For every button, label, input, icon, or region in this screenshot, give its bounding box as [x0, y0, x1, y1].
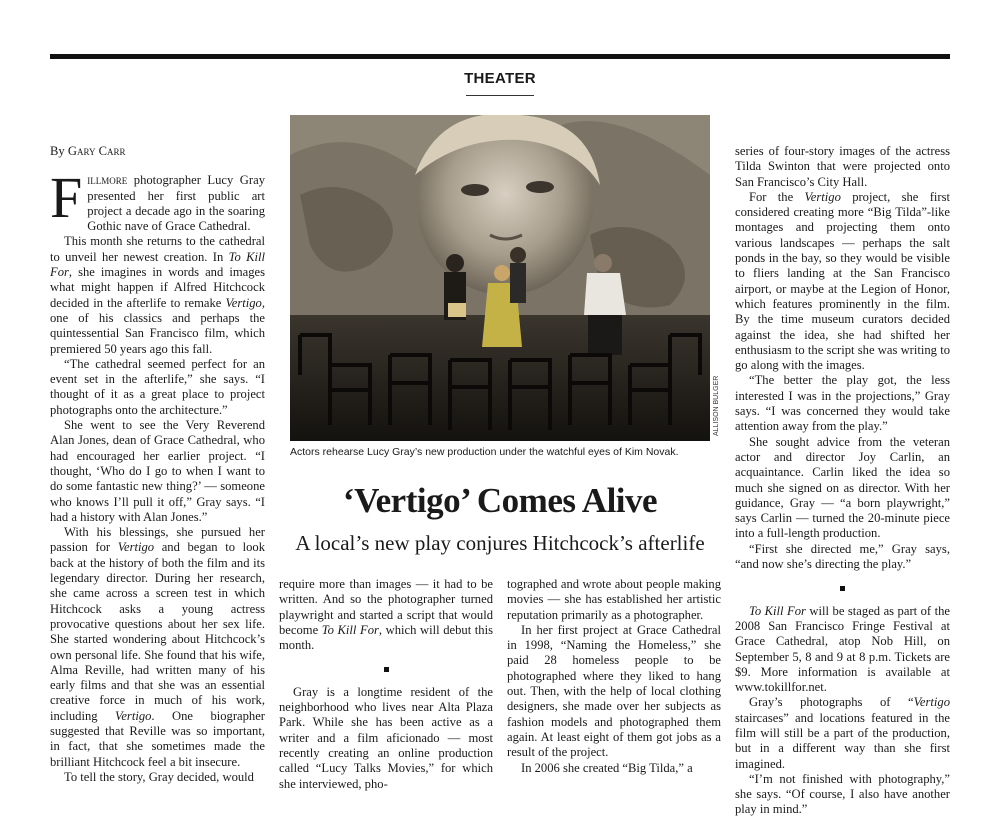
- lead-smallcaps: illmore: [87, 173, 128, 188]
- paragraph: [50, 234, 265, 356]
- film-title: Vertigo: [115, 708, 152, 723]
- section-label: THEATER: [464, 70, 536, 87]
- paragraph: In 2006 she created “Big Tilda,” a: [521, 760, 693, 775]
- column-3: [507, 577, 721, 776]
- section-break: [735, 580, 950, 595]
- film-title: Vertigo: [804, 189, 841, 204]
- text: With his blessings, she pursued her passion for: [50, 525, 265, 555]
- paragraph: Gray is a longtime resident of the neighborhood who lives near Alta Plaza Park. While she has been active as a writer and a film aficionado — most recently creating an online production called “Lucy Talks Movies,” for which she interviewed, pho-: [279, 684, 493, 791]
- text: . One biographer suggested that Reville was so important, in fact, that she sometimes made the brilliant Hitchcock feel a bit insecure.: [50, 708, 265, 769]
- subhead: A local’s new play conjures Hitchcock’s afterlife: [295, 531, 705, 555]
- paragraph: series of four-story images of the actress Tilda Swinton that were projected onto San Francisco’s City Hall.: [735, 144, 950, 189]
- byline-prefix: By: [50, 144, 65, 158]
- paragraph: She went to see the Very Reverend Alan Jones, dean of Grace Cathedral, who had encouraged her earlier project. “I thought, ‘Who do I go to when I want to do some fantastic new thing?’ — someone who knows I’ll pull it off,” Gray says. “I had a history with Alan Jones.”: [50, 418, 265, 524]
- byline-name: Gary Carr: [67, 144, 126, 158]
- text: This month she returns to the cathedral to unveil her newest creation. In: [50, 234, 265, 264]
- text: For the: [749, 189, 805, 204]
- text: project, she first considered creating more “Big Tilda”-like montages and projecting them onto various landscapes — perhaps the salt ponds in the bay, so they would be visible to fliers landing at the San Francisco airport, or maybe at the Legion of Honor, which features prominently in the film. By the time museum curators decided against the idea, she had shifted her enthusiasm to the script she was writing to go along with the images.: [735, 189, 950, 373]
- paragraph: “The better the play got, the less interested I was in the projections,” Gray says. “I was concerned they would take attention away from the play.”: [735, 373, 950, 434]
- paragraph: [50, 165, 265, 234]
- section-break: [279, 661, 493, 676]
- text: , one of his classics and perhaps the quintessential San Francisco film, which premiered 50 years ago this fall.: [50, 295, 265, 356]
- paragraph: [735, 604, 950, 696]
- paragraph: “First she directed me,” Gray says, “and now she’s directing the play.”: [735, 541, 950, 572]
- paragraph: tographed and wrote about people making movies — she has established her artistic reputation primarily as a photographer.: [507, 577, 721, 622]
- paragraph: In her first project at Grace Cathedral in 1998, “Naming the Homeless,” she paid 28 homeless people to be photographed where they liked to hang out. Then, with the help of local clothing designers, she made over her subjects as fashion models and photographed them again. At least eight of them got jobs as a result of the project.: [507, 622, 721, 760]
- photo-caption: Actors rehearse Lucy Gray’s new production under the watchful eyes of Kim Novak.: [290, 446, 679, 458]
- paragraph: To tell the story, Gray decided, would: [64, 769, 254, 784]
- play-title: To Kill For: [50, 249, 265, 280]
- paragraph: [735, 190, 950, 374]
- paragraph: “I’m not finished with photography,” she says. “Of course, I also have another play in mind.”: [735, 771, 950, 817]
- headline: ‘Vertigo’ Comes Alive: [342, 481, 658, 520]
- play-title: To Kill For: [321, 622, 379, 637]
- column-1: [50, 144, 265, 785]
- text: require more than images — it had to be written. And so the photographer turned playwright and started a script that would become: [279, 577, 493, 637]
- rehearsal-photo: [290, 115, 710, 441]
- column-2: [279, 577, 493, 792]
- paragraph: She sought advice from the veteran actor and director Joy Carlin, an acquaintance. Carlin liked the idea so much she signed on as director. With her guidance, Gray — “a born playwright,” says Carlin — turned the 20-minute piece into a full-length production.: [735, 434, 950, 541]
- text: Gray’s photographs of “: [749, 695, 914, 710]
- column-4: [735, 144, 950, 818]
- paragraph: [50, 525, 265, 770]
- play-title: To Kill For: [749, 603, 806, 618]
- film-title: Vertigo: [117, 540, 155, 555]
- text: and began to look back at the history of both the film and its legendary director. During her research, she came across a screen test in which Hitchcock asks a young actress provocative questions about her sex life. She started wondering about Hitchcock’s own personal life. She found that his wife, Alma Reville, had written many of his early films and that she was an essential creative force in much of his work, including: [50, 540, 265, 723]
- photo-credit: ALLISON BULGER: [713, 375, 720, 436]
- paragraph: “The cathedral seemed perfect for an event set in the afterlife,” she says. “I thought of it as a great place to project photographs onto the architecture.”: [50, 356, 265, 417]
- bullet-mark: [840, 586, 845, 591]
- text: , which will debut this month.: [279, 622, 493, 653]
- text: , she imagines in words and images what might happen if Alfred Hitchcock decided in the afterlife to remake: [50, 265, 265, 310]
- paragraph: [279, 577, 493, 653]
- text: photographer Lucy Gray presented her first public art project a decade ago in the soaring Gothic nave of Grace Cathedral.: [87, 173, 265, 234]
- bullet-mark: [384, 667, 389, 672]
- photo-illustration: [290, 115, 710, 441]
- paragraph: [735, 695, 950, 771]
- film-title: Vertigo: [913, 695, 950, 710]
- text: staircases” and locations featured in the film will still be a part of the production, but in a different way than she first imagined.: [735, 710, 950, 771]
- top-rule: [50, 54, 950, 59]
- section-underline: [466, 95, 534, 96]
- byline: [50, 144, 265, 159]
- film-title: Vertigo: [225, 295, 262, 310]
- text: will be staged as part of the 2008 San Francisco Fringe Festival at Grace Cathedral, atop Nob Hill, on September 5, 8 and 9 at 8 p.m. Tickets are $9. More information is available at www.tokillfor.net.: [735, 603, 951, 695]
- drop-cap: F: [50, 165, 83, 231]
